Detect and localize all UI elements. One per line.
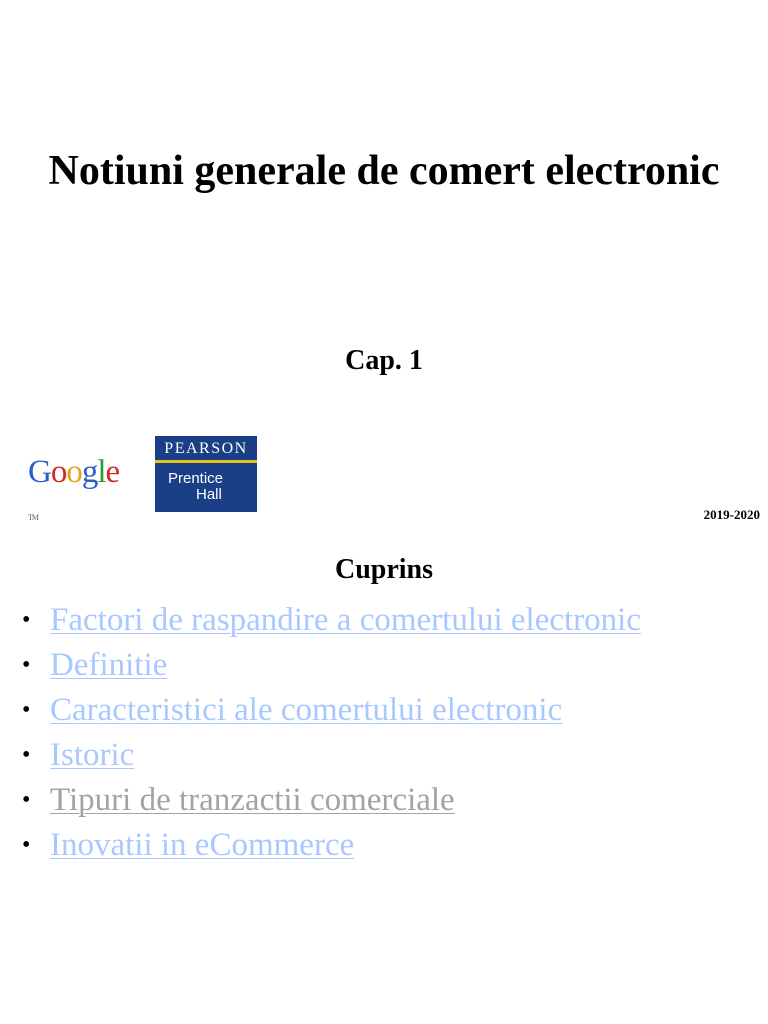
bullet-icon: • (22, 697, 31, 723)
pearson-logo-stripe (155, 460, 257, 463)
google-logo (28, 452, 128, 522)
bullet-icon: • (22, 742, 31, 768)
bullet-icon: • (22, 652, 31, 678)
bullet-icon: • (22, 787, 31, 813)
list-item (22, 598, 641, 643)
toc-link-caracteristici[interactable]: Caracteristici ale comertului electronic (50, 692, 563, 728)
bullet-icon: • (22, 832, 31, 858)
list-item (22, 643, 641, 688)
bullet-icon: • (22, 607, 31, 633)
contents-heading: Cuprins (334, 554, 434, 585)
google-logo-letter: e (105, 454, 120, 490)
toc-link-inovatii[interactable]: Inovatii in eCommerce (50, 827, 355, 863)
google-logo-letter: G (28, 454, 51, 490)
google-logo-letter: l (97, 454, 106, 490)
toc-link-tipuri-tranzactii[interactable]: Tipuri de tranzactii comerciale (50, 782, 455, 818)
chapter-label: Cap. 1 (345, 345, 423, 376)
list-item (22, 778, 641, 823)
google-logo-letter: g (81, 454, 98, 490)
pearson-prentice-hall-logo (155, 436, 257, 512)
list-item (22, 823, 641, 868)
trademark-mark: TM (28, 513, 38, 522)
google-logo-letter: o (50, 454, 67, 490)
pearson-logo-line2: Hall (196, 486, 222, 503)
pearson-logo-line1: Prentice (168, 470, 224, 487)
contents-list (22, 598, 641, 868)
pearson-logo-brand: PEARSON (164, 440, 248, 457)
google-logo-letter: o (66, 454, 82, 490)
page-title: Notiuni generale de comert electronic (48, 148, 720, 194)
list-item (22, 733, 641, 778)
list-item (22, 688, 641, 733)
toc-link-definitie[interactable]: Definitie (50, 647, 168, 683)
academic-year: 2019-2020 (703, 507, 760, 522)
toc-link-istoric[interactable]: Istoric (50, 737, 135, 773)
toc-link-factori[interactable]: Factori de raspandire a comertului electronic (50, 602, 641, 638)
